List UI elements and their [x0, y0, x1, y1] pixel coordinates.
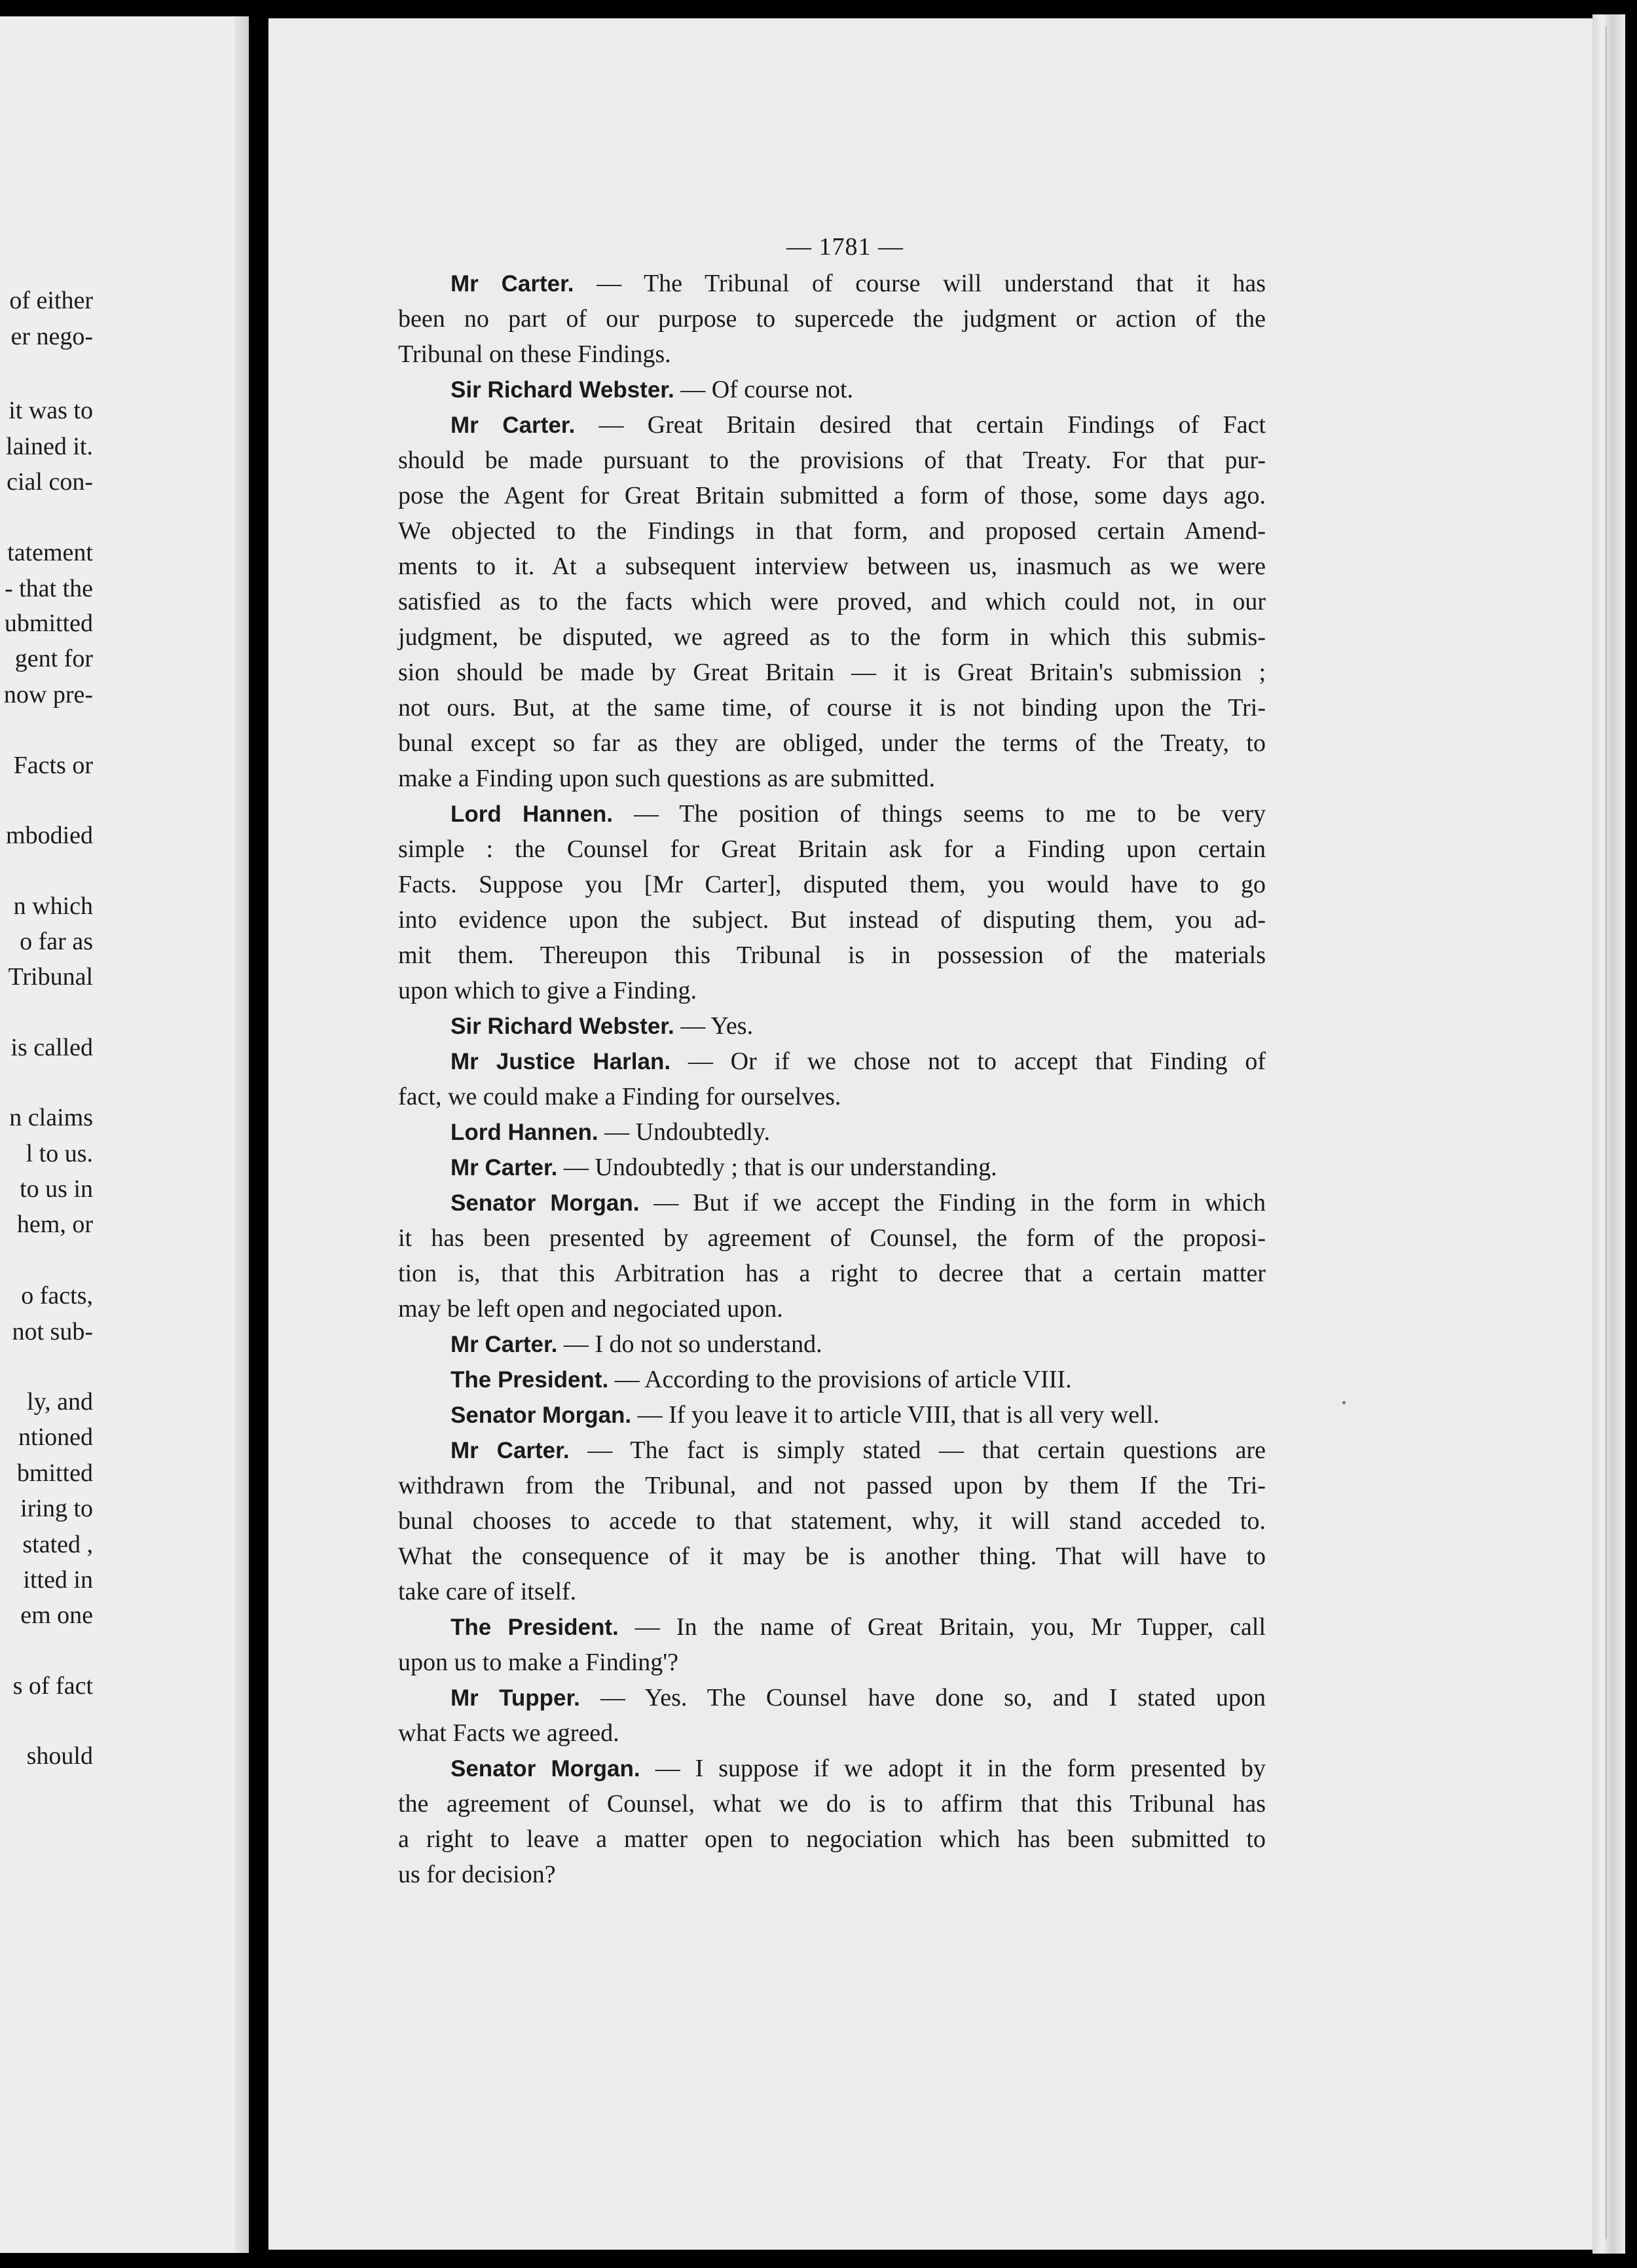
speaker-name: Mr Justice Harlan. — [451, 1049, 671, 1074]
facing-page-fragment: stated , — [22, 1531, 93, 1558]
paper-speck — [1342, 1401, 1346, 1404]
speaker-name: Mr Carter. — [451, 1438, 570, 1463]
speaker-paragraph — [398, 1150, 1266, 1185]
page-gutter-shadow — [234, 16, 249, 2253]
book-spine — [249, 0, 268, 2268]
facing-page-fragment: er nego- — [10, 323, 93, 350]
speaker-name: Mr Tupper. — [451, 1685, 580, 1711]
text-line — [398, 1326, 1266, 1362]
speaker-paragraph — [398, 1397, 1266, 1433]
speaker-paragraph — [398, 1433, 1266, 1609]
speech-text: — The Tribunal of course will understand that it has — [574, 270, 1266, 297]
text-line — [398, 1150, 1266, 1185]
speech-text: — The position of things seems to me to be very — [613, 800, 1266, 828]
speech-text: — The fact is simply stated — that certain questions are — [569, 1436, 1266, 1464]
speaker-name: Sir Richard Webster. — [451, 1014, 674, 1039]
speaker-name: Mr Carter. — [451, 1155, 558, 1180]
facing-page-fragment: ntioned — [18, 1423, 93, 1451]
facing-page-fragment: should — [26, 1742, 93, 1770]
speaker-name: The President. — [451, 1615, 619, 1640]
text-line — [398, 1680, 1266, 1715]
text-line: fact, we could make a Finding for ourselves. — [398, 1083, 841, 1110]
text-line: ments to it. At a subsequent interview between us, inasmuch as we were — [398, 553, 1266, 580]
facing-page-fragment: ubmitted — [4, 610, 93, 637]
text-line: Facts. Suppose you [Mr Carter], disputed them, you would have to go — [398, 871, 1266, 898]
text-line — [398, 1044, 1266, 1079]
facing-page-fragment: iring to — [20, 1495, 93, 1522]
facing-page-fragment: s of fact — [12, 1672, 93, 1700]
facing-page-fragment: bmitted — [16, 1459, 93, 1487]
page-number: — 1781 — — [786, 233, 904, 261]
speaker-name: The President. — [451, 1367, 609, 1393]
text-line: a right to leave a matter open to negociation which has been submitted to — [398, 1825, 1266, 1853]
facing-page-fragment: it was to — [9, 397, 93, 424]
text-line: the agreement of Counsel, what we do is to affirm that this Tribunal has — [398, 1790, 1266, 1818]
speaker-paragraph — [398, 1326, 1266, 1362]
speaker-paragraph — [398, 266, 1266, 372]
text-line: not ours. But, at the same time, of course it is not binding upon the Tri- — [398, 694, 1266, 722]
speaker-paragraph — [398, 796, 1266, 1008]
speech-text: — I do not so understand. — [557, 1330, 822, 1358]
text-line: bunal except so far as they are obliged, under the terms of the Treaty, to — [398, 729, 1266, 757]
transcript-text — [398, 229, 1266, 1892]
text-line — [398, 1751, 1266, 1786]
facing-page-fragment: o facts, — [21, 1282, 93, 1309]
facing-page-fragment: o far as — [20, 928, 93, 955]
facing-page-fragment: ly, and — [27, 1388, 93, 1416]
text-line: upon which to give a Finding. — [398, 977, 697, 1004]
text-line — [398, 266, 1266, 301]
facing-page-fragment: gent for — [14, 645, 93, 672]
facing-page-fragment: l to us. — [26, 1140, 93, 1167]
speech-text: — Great Britain desired that certain Findings of Fact — [575, 411, 1266, 439]
speaker-name: Sir Richard Webster. — [451, 377, 674, 403]
facing-page-fragment: Tribunal — [8, 963, 93, 991]
speaker-name: Mr Carter. — [451, 412, 576, 438]
text-line — [398, 1008, 1266, 1044]
text-line — [398, 407, 1266, 443]
text-line: pose the Agent for Great Britain submitted a form of those, some days ago. — [398, 482, 1266, 509]
speaker-paragraph — [398, 1114, 1266, 1150]
text-line — [398, 372, 1266, 407]
speech-text: — If you leave it to article VIII, that is all very well. — [631, 1401, 1160, 1429]
text-line: mit them. Thereupon this Tribunal is in possession of the materials — [398, 942, 1266, 969]
text-line — [398, 796, 1266, 832]
speaker-paragraph — [398, 1044, 1266, 1114]
facing-page-fragment: of either — [9, 287, 93, 314]
facing-page-fragment: tatement — [7, 539, 93, 566]
speech-text: — But if we accept the Finding in the form in which — [639, 1189, 1266, 1216]
text-line — [398, 1397, 1266, 1433]
transcript-paragraphs — [398, 266, 1266, 1892]
page-stack-edge — [1592, 14, 1625, 2254]
facing-page-fragment: not sub- — [12, 1318, 93, 1345]
text-line: Tribunal on these Findings. — [398, 340, 671, 368]
speaker-name: Mr Carter. — [451, 1332, 558, 1357]
text-line — [398, 1362, 1266, 1397]
speaker-paragraph — [398, 1008, 1266, 1044]
text-line: We objected to the Findings in that form, and proposed certain Amend- — [398, 517, 1266, 545]
speech-text: — I suppose if we adopt it in the form presented by — [640, 1755, 1266, 1782]
speaker-paragraph — [398, 1609, 1266, 1680]
facing-page-fragment: to us in — [20, 1175, 93, 1203]
facing-page-fragment: hem, or — [16, 1211, 93, 1238]
text-line: make a Finding upon such questions as are submitted. — [398, 765, 936, 792]
speaker-name: Senator Morgan. — [451, 1756, 640, 1782]
text-line: satisfied as to the facts which were proved, and which could not, in our — [398, 588, 1266, 615]
speaker-name: Mr Carter. — [451, 271, 574, 297]
facing-page-fragment: cial con- — [7, 468, 93, 496]
speaker-paragraph — [398, 1185, 1266, 1326]
facing-page-fragment: - that the — [4, 575, 93, 602]
text-line: what Facts we agreed. — [398, 1719, 619, 1747]
text-line — [398, 1609, 1266, 1645]
text-line: take care of itself. — [398, 1578, 577, 1605]
speaker-paragraph — [398, 407, 1266, 796]
text-line: simple : the Counsel for Great Britain ask for a Finding upon certain — [398, 835, 1266, 863]
facing-page-fragment: is called — [10, 1034, 93, 1061]
speech-text: — Yes. The Counsel have done so, and I stated upon — [579, 1684, 1266, 1711]
facing-page-fragment: n which — [13, 892, 93, 920]
speaker-paragraph — [398, 372, 1266, 407]
text-line: judgment, be disputed, we agreed as to the form in which this submis- — [398, 623, 1266, 651]
facing-page-fragment: n claims — [9, 1104, 93, 1131]
facing-page-fragment: Facts or — [13, 752, 93, 779]
speech-text: — Undoubtedly ; that is our understanding. — [557, 1154, 997, 1181]
speaker-paragraph — [398, 1680, 1266, 1751]
speech-text: — Undoubtedly. — [598, 1118, 771, 1146]
text-line: may be left open and negociated upon. — [398, 1295, 783, 1323]
speech-text: — According to the provisions of article VIII. — [608, 1366, 1072, 1393]
speech-text: — Or if we chose not to accept that Finding of — [671, 1048, 1266, 1075]
text-line: into evidence upon the subject. But instead of disputing them, you ad- — [398, 906, 1266, 934]
speech-text: — Yes. — [674, 1012, 754, 1040]
text-line: should be made pursuant to the provisions of that Treaty. For that pur- — [398, 447, 1266, 474]
speech-text: — Of course not. — [674, 376, 854, 403]
text-line: it has been presented by agreement of Counsel, the form of the proposi- — [398, 1224, 1266, 1252]
text-line: been no part of our purpose to supercede the judgment or action of the — [398, 305, 1266, 333]
facing-page-fragment: lained it. — [6, 433, 93, 460]
speaker-name: Senator Morgan. — [451, 1402, 632, 1428]
facing-page-fragment: now pre- — [3, 681, 93, 708]
facing-page-fragment: em one — [20, 1601, 93, 1629]
page-edge-line — [1606, 26, 1607, 2239]
text-line: us for decision? — [398, 1861, 556, 1888]
speech-text: — In the name of Great Britain, you, Mr Tupper, call — [618, 1613, 1266, 1641]
text-line — [398, 1114, 1266, 1150]
text-line: sion should be made by Great Britain — it is Great Britain's submission ; — [398, 659, 1266, 686]
speaker-paragraph — [398, 1362, 1266, 1397]
text-line: upon us to make a Finding'? — [398, 1649, 678, 1676]
facing-page-fragment: mbodied — [6, 822, 93, 849]
text-line: withdrawn from the Tribunal, and not passed upon by them If the Tri- — [398, 1472, 1266, 1499]
facing-page-left — [0, 16, 249, 2253]
speaker-name: Lord Hannen. — [451, 801, 614, 827]
text-line: What the consequence of it may be is another thing. That will have to — [398, 1543, 1266, 1570]
speaker-name: Lord Hannen. — [451, 1120, 598, 1145]
speaker-name: Senator Morgan. — [451, 1190, 640, 1216]
speaker-paragraph — [398, 1751, 1266, 1892]
text-line — [398, 1185, 1266, 1220]
text-line — [398, 1433, 1266, 1468]
text-line: bunal chooses to accede to that statement, why, it will stand acceded to. — [398, 1507, 1266, 1535]
facing-page-fragment: itted in — [23, 1566, 93, 1594]
text-line: tion is, that this Arbitration has a right to decree that a certain matter — [398, 1260, 1266, 1287]
